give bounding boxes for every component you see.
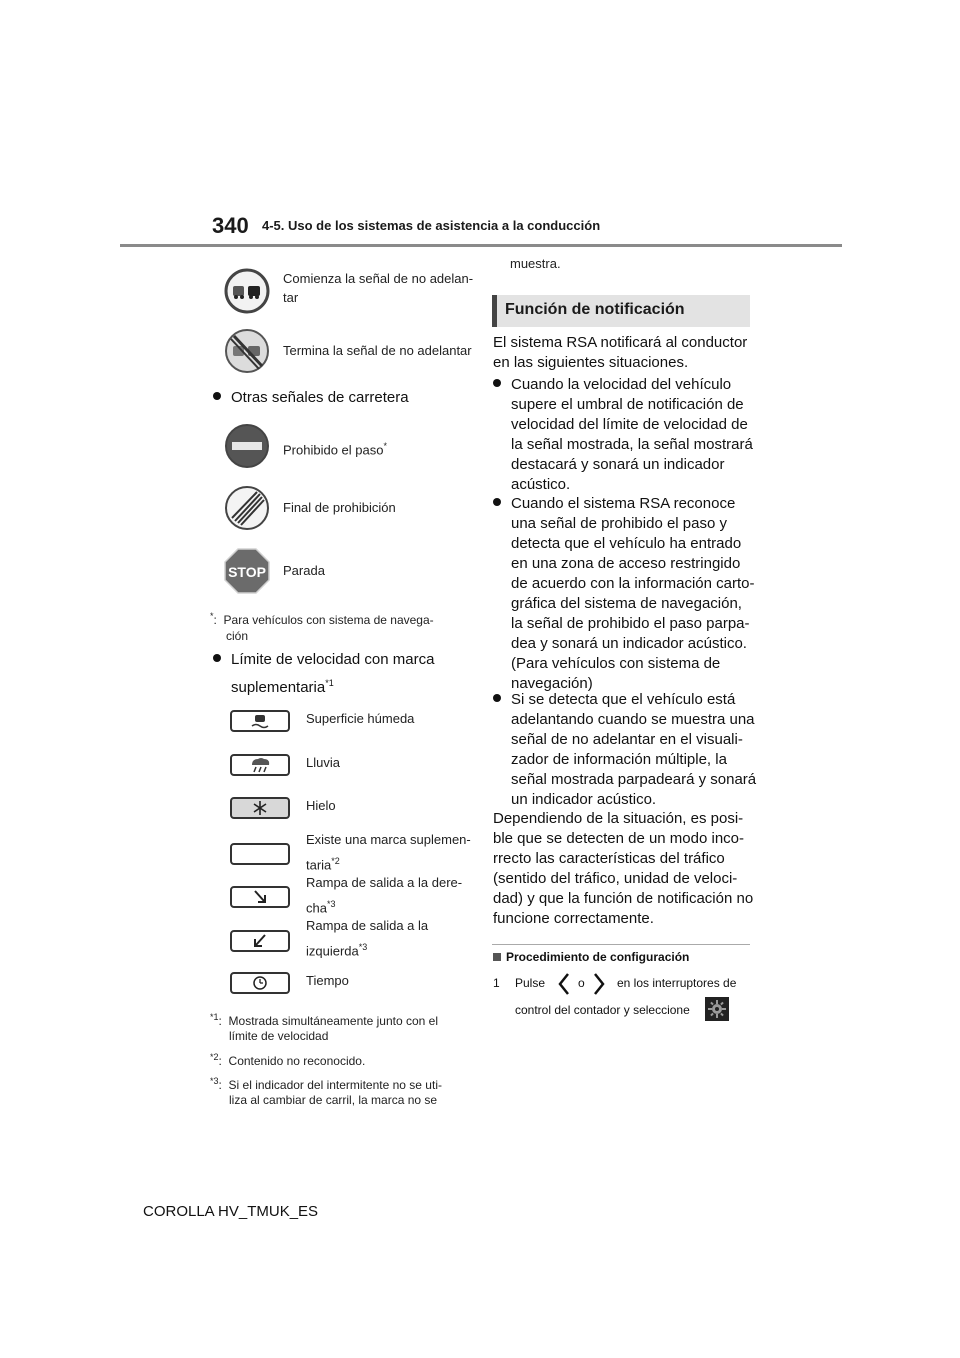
sign-label-no-entry: Prohibido el paso* (283, 441, 387, 458)
sign-label: Existe una marca suplemen- (306, 832, 471, 847)
footnote-3-cont: liza al cambiar de carril, la marca no se (229, 1093, 438, 1107)
footnote-star: *: Para vehículos con sistema de navega- (210, 611, 434, 627)
square-bullet-icon (493, 953, 501, 961)
chevron-left-icon (557, 971, 571, 997)
bullet-item: Cuando el sistema RSA reconoce una señal de prohibido el paso y detecta que el vehículo ha entrado en una zona de acceso restringido de acuerdo con la información carto- gráfica del sistema de navegación, la señal de prohibido el paso parpa- dea y sonará un indicador acústico. (Para vehículos con sistema de navegación) (493, 494, 754, 694)
footer-model: COROLLA HV_TMUK_ES (143, 1203, 319, 1220)
no-overtaking-start-sign-icon (224, 268, 270, 314)
header-divider (120, 244, 842, 247)
snowflake-icon (230, 797, 290, 819)
sign-label: Tiempo (306, 973, 349, 988)
sign-label: tar (283, 290, 299, 305)
continuation-text: muestra. (510, 256, 561, 271)
bullet-heading-speed-limit-cont: suplementaria$^{*1}$ (231, 678, 334, 696)
procedure-divider (492, 944, 750, 945)
intro-line: El sistema RSA notificará al conductor (493, 334, 748, 351)
footnote-3: $^{*3}$: Si el indicador del intermitente no se uti- (210, 1076, 442, 1092)
sign-label: Comienza la señal de no adelan- (283, 271, 474, 286)
sign-label: Termina la señal de no adelantar (283, 343, 472, 358)
footnote-1: $^{*1}$: Mostrada simultáneamente junto con el (210, 1012, 438, 1028)
arrow-down-right-icon (230, 886, 290, 908)
section-title: 4-5. Uso de los sistemas de asistencia a la conducción (262, 218, 601, 233)
svg-text:STOP: STOP (228, 564, 266, 580)
chevron-right-icon (592, 971, 606, 997)
procedure-heading: Procedimiento de configuración (493, 950, 689, 964)
step-number: 1 (493, 976, 500, 990)
sign-label: Lluvia (306, 755, 340, 770)
step-text: control del contador y seleccione (515, 1003, 690, 1017)
footnote-1-cont: límite de velocidad (229, 1029, 329, 1043)
stop-sign-icon (224, 548, 270, 594)
blank-plate-icon (230, 843, 290, 865)
sign-label: Rampa de salida a la (306, 918, 429, 933)
sign-label-cont: taria$^{*2}$ (306, 856, 340, 873)
sign-label-cont: izquierda$^{*3}$ (306, 942, 368, 959)
no-overtaking-end-sign-icon (224, 328, 270, 374)
step-or: o (578, 976, 585, 990)
sign-label: Parada (283, 563, 325, 578)
bullet-item: Cuando la velocidad del vehículo supere el umbral de notificación de velocidad del límite de velocidad de la señal mostrada, la señal mostrará destacará y sonará un indicador acústico. (493, 375, 753, 495)
clock-icon (230, 972, 290, 994)
step-pulse: Pulse (515, 976, 546, 990)
paragraph: Dependiendo de la situación, es posi- ble que se detecten de un modo inco- rrecto las características del tráfico (sentido del tráfico, unidad de veloci- dad) y que la función de notificación no funcione correctamente. (493, 810, 754, 927)
end-of-prohibition-sign-icon (224, 485, 270, 531)
sign-label: Superficie húmeda (306, 711, 415, 726)
bullet-item: Si se detecta que el vehículo está adelantando cuando se muestra una señal de no adelantar en el visuali- zador de información múltiple, la señal mostrada parpadeará y sonará un indicador acústico. (493, 690, 756, 810)
wet-road-icon (230, 710, 290, 732)
page-number: 340 (212, 213, 249, 238)
sign-label: Final de prohibición (283, 500, 396, 515)
bullet-heading-speed-limit: Límite de velocidad con marca (213, 650, 434, 670)
sign-label: Hielo (306, 798, 336, 813)
footnote-2: $^{*2}$: Contenido no reconocido. (210, 1052, 366, 1068)
sign-label-cont: cha$^{*3}$ (306, 899, 336, 916)
bullet-heading-other-signs: Otras señales de carretera (213, 388, 409, 408)
sign-label: Rampa de salida a la dere- (306, 875, 463, 890)
arrow-down-left-icon (230, 930, 290, 952)
intro-line: en las siguientes situaciones. (493, 354, 689, 371)
function-heading: Función de notificación (492, 295, 750, 327)
gear-icon (705, 997, 729, 1021)
footnote-star-cont: ción (226, 629, 249, 643)
no-entry-sign-icon (224, 423, 270, 469)
rain-icon (230, 754, 290, 776)
step-text: en los interruptores de (617, 976, 737, 990)
